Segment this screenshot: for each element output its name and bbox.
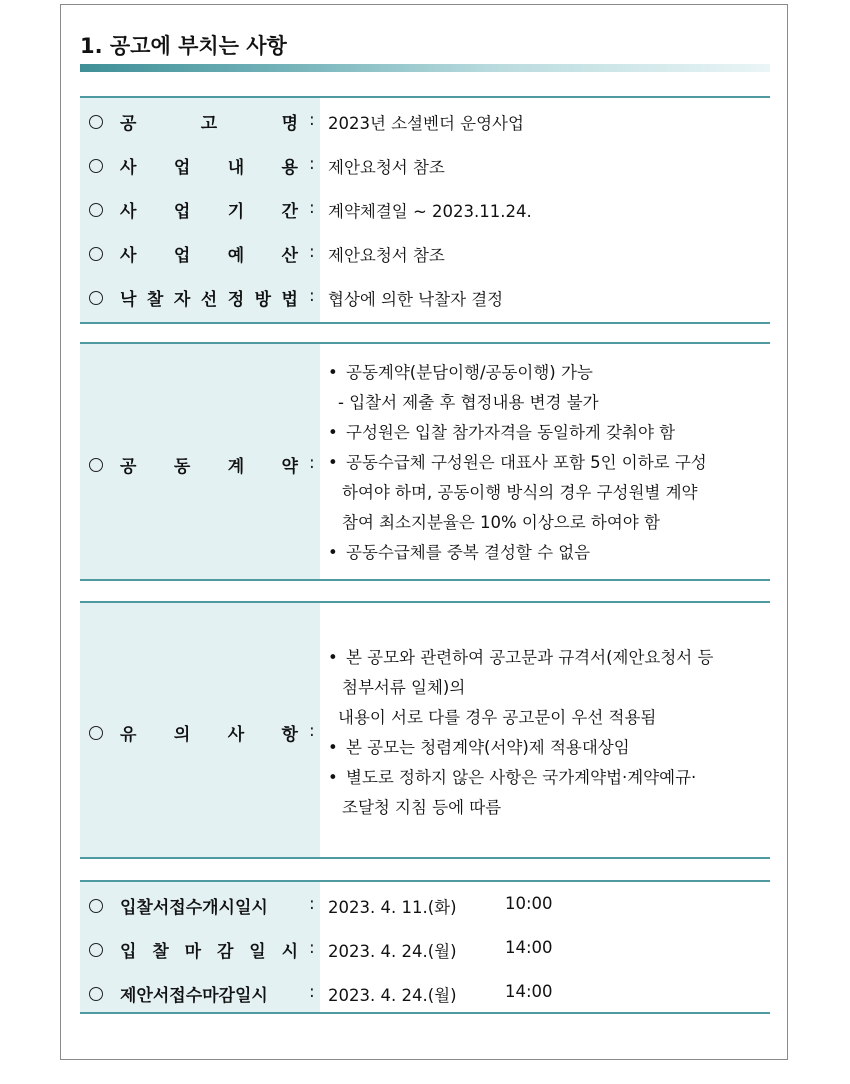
section-joint-contract [80,342,770,581]
label-char: 의 [173,724,191,745]
value-proposal-close [328,982,553,1006]
row-bid-open [80,884,770,928]
circle-icon [89,159,103,173]
bullet-icon: • [328,738,338,757]
label-char: 사 [120,245,137,266]
value-project-budget: 제안요청서 참조 [328,246,445,265]
colon: : [309,198,315,218]
list-item-plain: 내용이 서로 다를 경우 공고문이 우선 적용됨 [338,708,657,727]
list-item-continuation: 조달청 지침 등에 따름 [342,798,502,817]
label-char: 고 [200,113,218,134]
bullet-icon: • [328,453,338,472]
label-char: 약 [281,456,298,477]
label-char: 시 [281,941,298,962]
label-notes [120,721,298,743]
date: 2023. 4. 11.(화) [328,898,457,917]
circle-icon [89,291,103,305]
label-char: 용 [281,157,298,178]
label-char: 마 [184,941,202,962]
label-char: 감 [216,941,234,962]
label-char: 예 [227,245,245,266]
label-text: 제안서접수마감일시 [120,985,268,1006]
row-selection-method [80,276,770,320]
label-project-content [120,154,298,176]
label-char: 사 [120,157,137,178]
label-selection-method [120,286,298,308]
colon: : [309,894,315,914]
label-char: 업 [173,245,191,266]
label-char: 입 [120,941,137,962]
colon: : [309,242,315,262]
value-selection-method: 협상에 의한 낙찰자 결정 [328,290,504,309]
list-item: • 공동수급체를 중복 결성할 수 없음 [328,538,768,568]
list-item: - 입찰서 제출 후 협정내용 변경 불가 [338,393,599,412]
bullet-icon: • [328,423,338,442]
label-char: 찰 [152,941,169,962]
label-project-period [120,198,298,220]
row-project-budget [80,232,770,276]
label-char: 일 [249,941,266,962]
value-project-content: 제안요청서 참조 [328,158,445,177]
circle-icon [89,987,103,1001]
label-char: 방 [254,289,272,310]
label-char: 기 [227,201,245,222]
circle-icon [89,726,103,740]
circle-icon [89,458,103,472]
colon: : [309,110,315,130]
bullet-icon: • [328,648,338,667]
label-char: 공 [120,456,137,477]
label-proposal-close [120,982,298,1004]
date: 2023. 4. 24.(월) [328,986,457,1005]
circle-icon [89,899,103,913]
label-project-budget [120,242,298,264]
row-announcement-name [80,100,770,144]
label-char: 유 [120,724,137,745]
section-overview [80,96,770,324]
label-char: 사 [120,201,137,222]
bullet-icon: • [328,543,338,562]
list-item: • 공동계약(분담이행/공동이행) 가능 [328,358,768,388]
colon: : [309,721,315,741]
colon: : [309,982,315,1002]
circle-icon [89,203,103,217]
label-char: 낙 [120,289,137,310]
list-item-continuation: 첨부서류 일체)의 [342,678,466,697]
label-char: 자 [173,289,191,310]
heading-underline [80,64,770,72]
value-announcement-name: 2023년 소셜벤더 운영사업 [328,114,524,133]
label-char: 내 [227,157,245,178]
label-char: 업 [173,201,191,222]
label-char: 계 [227,456,245,477]
section-notes [80,601,770,859]
value-bid-close [328,938,553,962]
label-char: 동 [173,456,191,477]
page-heading: 1. 공고에 부치는 사항 [80,34,287,58]
list-item: • 구성원은 입찰 참가자격을 동일하게 갖춰야 함 [328,418,768,448]
label-announcement-name [120,110,298,132]
label-text: 입찰서접수개시일시 [120,897,268,918]
label-char: 사 [227,724,245,745]
time: 14:00 [505,938,553,957]
section-schedule [80,880,770,1014]
circle-icon [89,943,103,957]
colon: : [309,938,315,958]
colon: : [309,453,315,473]
list-item: • 공동수급체 구성원은 대표사 포함 5인 이하로 구성 [328,448,768,478]
label-joint-contract [120,453,298,475]
label-char: 항 [281,724,298,745]
label-char: 간 [281,201,298,222]
list-item: • 별도로 정하지 않은 사항은 국가계약법·계약예규· [328,763,768,793]
circle-icon [89,247,103,261]
label-char: 공 [120,113,137,134]
value-project-period: 계약체결일 ~ 2023.11.24. [328,202,532,221]
label-char: 산 [281,245,298,266]
date: 2023. 4. 24.(월) [328,942,457,961]
row-project-period [80,188,770,232]
list-item: • 본 공모와 관련하여 공고문과 규격서(제안요청서 등 [328,643,768,673]
bullet-icon: • [328,363,338,382]
row-bid-close [80,928,770,972]
label-char: 찰 [146,289,164,310]
row-proposal-close [80,972,770,1016]
list-item: • 본 공모는 청렴계약(서약)제 적용대상임 [328,733,768,763]
label-bid-close [120,938,298,960]
label-char: 업 [173,157,191,178]
list-item-continuation: 참여 최소지분율은 10% 이상으로 하여야 함 [342,513,660,532]
value-bid-open [328,894,553,918]
colon: : [309,154,315,174]
bullet-icon: • [328,768,338,787]
time: 10:00 [505,894,553,913]
list-item-continuation: 하여야 하며, 공동이행 방식의 경우 구성원별 계약 [342,483,698,502]
row-project-content [80,144,770,188]
label-char: 정 [227,289,245,310]
notes-list [328,643,768,823]
circle-icon [89,115,103,129]
colon: : [309,286,315,306]
label-char: 법 [281,289,298,310]
label-char: 선 [200,289,218,310]
joint-contract-notes [328,358,768,568]
time: 14:00 [505,982,553,1001]
label-char: 명 [281,113,298,134]
label-bid-open [120,894,298,916]
